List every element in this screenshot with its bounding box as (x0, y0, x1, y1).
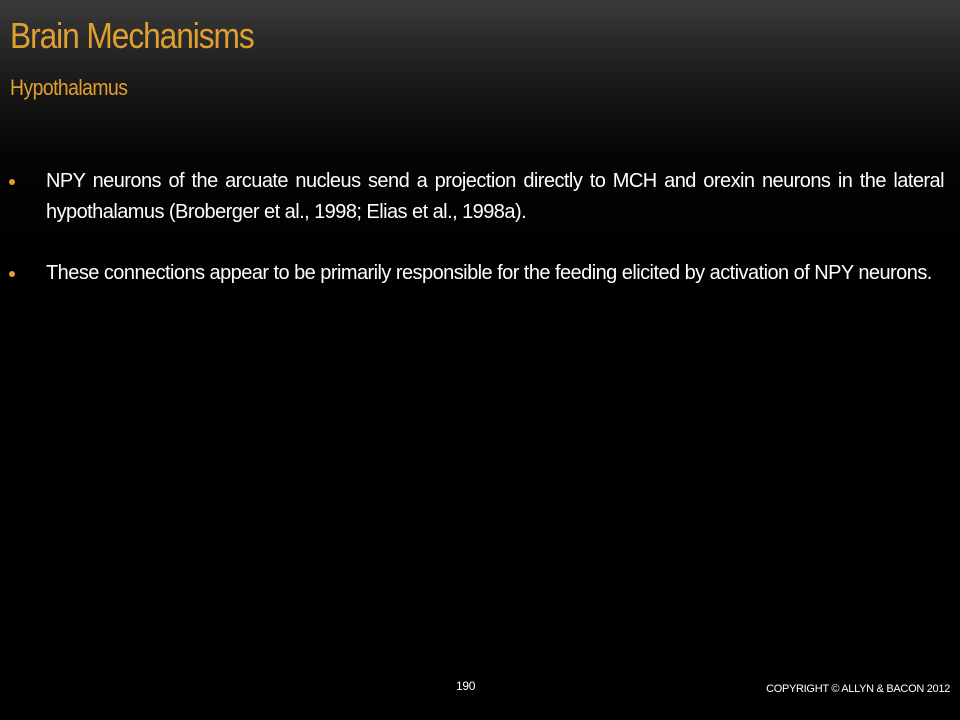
bullet-icon (9, 179, 15, 185)
page-number: 190 (456, 679, 476, 693)
bullet-icon (9, 271, 15, 277)
slide-subtitle: Hypothalamus (10, 75, 128, 100)
slide-title: Brain Mechanisms (10, 15, 254, 56)
bullet-list (46, 166, 944, 319)
bullet-item (46, 166, 944, 228)
bullet-text: These connections appear to be primarily responsible for the feeding elicited by activation of NPY neurons. (46, 262, 932, 284)
bullet-item (46, 258, 944, 289)
copyright-notice: COPYRIGHT © ALLYN & BACON 2012 (766, 683, 950, 695)
bullet-text: NPY neurons of the arcuate nucleus send a projection directly to MCH and orexin neurons in the lateral hypothalamus (Broberger et al., 1998; Elias et al., 1998a). (46, 170, 944, 223)
